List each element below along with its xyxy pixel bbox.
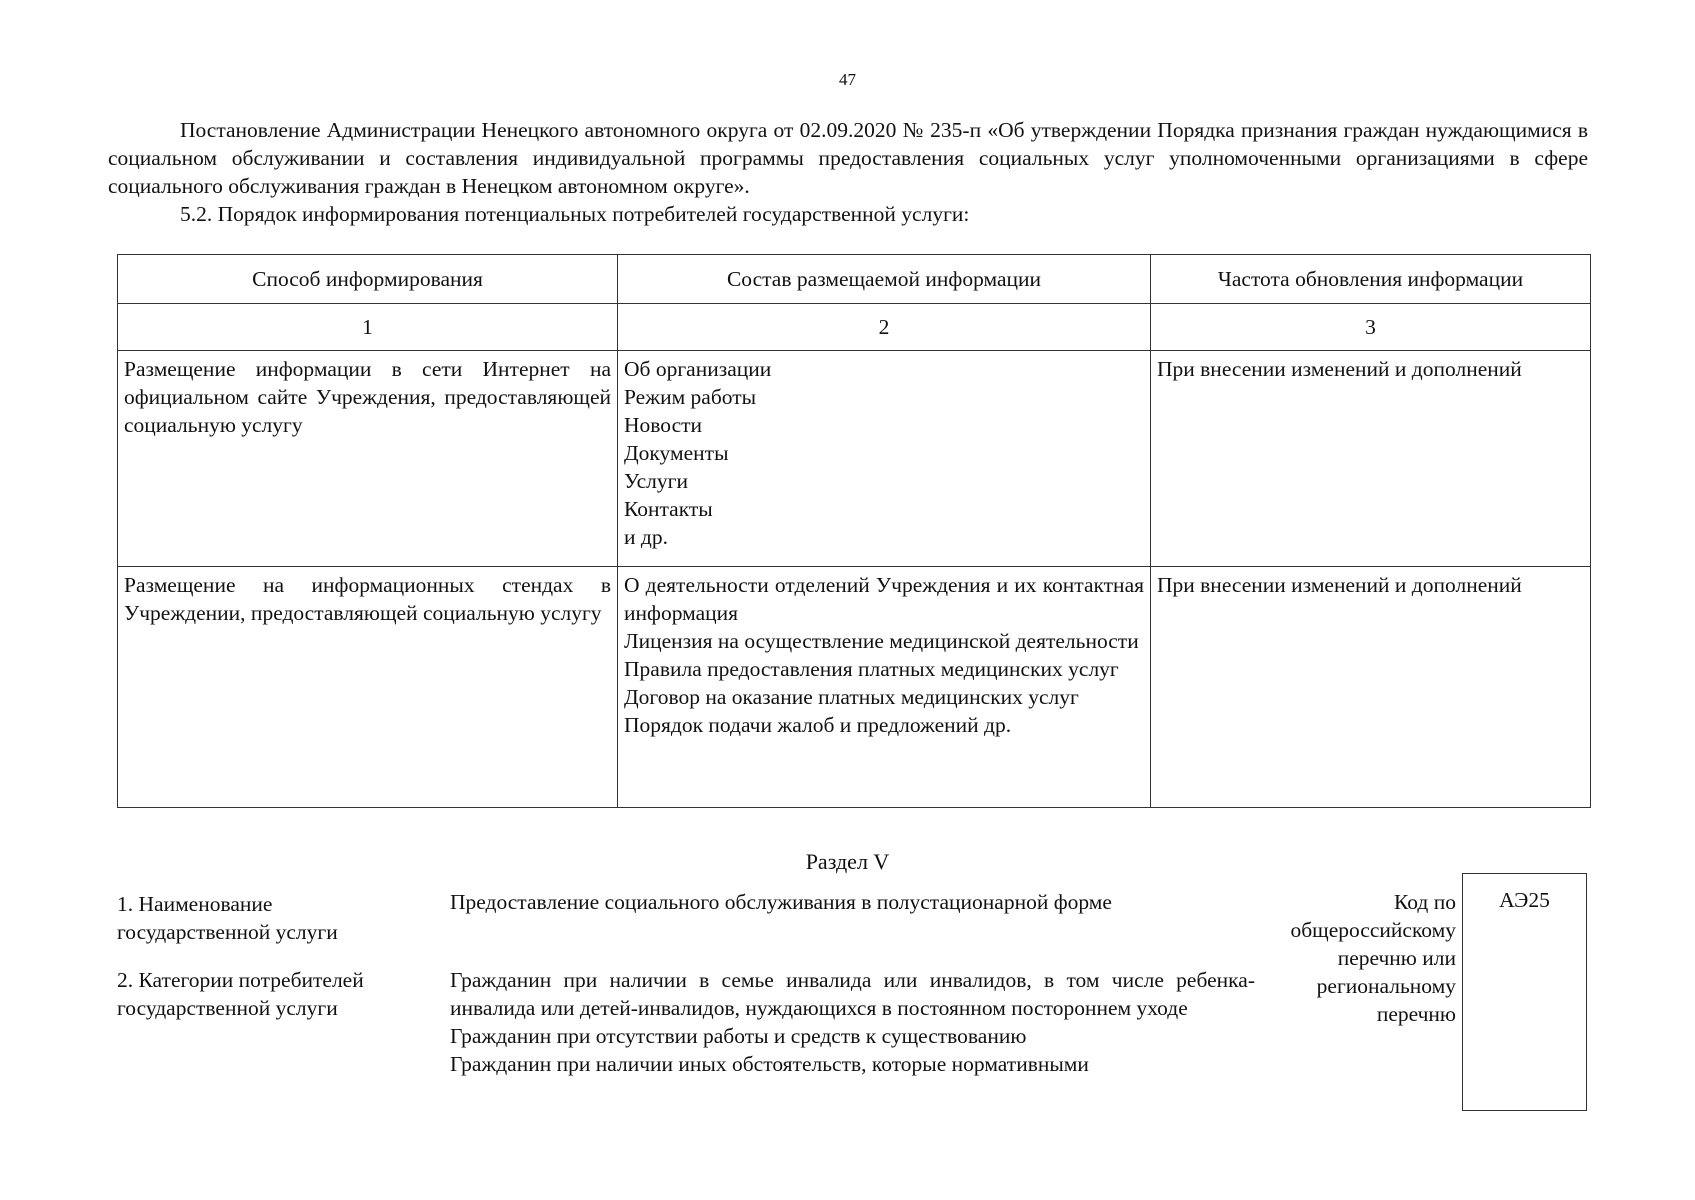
list-item: Порядок подачи жалоб и предложений др.: [624, 713, 1012, 737]
section-title: Раздел V: [805, 849, 890, 874]
list-item: О деятельности отделений Учреждения и их контактная информация: [624, 573, 1144, 625]
row2-method: Размещение на информационных стендах в Учреждении, предоставляющей социальную услугу: [118, 567, 618, 808]
table-number-row: [118, 304, 1591, 351]
row2-frequency: При внесении изменений и дополнений: [1151, 567, 1591, 808]
table-row: [118, 567, 1591, 808]
column-number-3: 3: [1151, 304, 1591, 351]
list-item: Документы: [624, 441, 729, 465]
row2-content: [618, 567, 1151, 808]
list-item: Правила предоставления платных медицинских услуг: [624, 657, 1119, 681]
list-item: Новости: [624, 413, 703, 437]
service-name-value: Предоставление социального обслуживания в полустационарной форме: [450, 890, 1112, 914]
row1-content: [618, 351, 1151, 567]
column-number-1: 1: [118, 304, 618, 351]
list-item: Гражданин при отсутствии работы и средств к существованию: [450, 1024, 1027, 1048]
intro-paragraph-resolution: Постановление Администрации Ненецкого автономного округа от 02.09.2020 № 235-п «Об утверждении Порядка признания граждан нуждающимися в социальном обслуживании и составления индивидуальной программы предоставления социальных услуг уполномоченными организациями в сфере социального обслуживания граждан в Ненецком автономном округе».: [108, 118, 1588, 198]
code-box: [1462, 873, 1587, 1111]
row1-frequency: При внесении изменений и дополнений: [1151, 351, 1591, 567]
page-number: 47: [839, 70, 856, 89]
service-name-label: 1. Наименование государственной услуги: [117, 892, 338, 944]
list-item: и др.: [624, 525, 668, 549]
intro-paragraph-procedure: 5.2. Порядок информирования потенциальных потребителей государственной услуги:: [180, 202, 970, 226]
list-item: Договор на оказание платных медицинских услуг: [624, 685, 1079, 709]
consumer-categories-value: [450, 966, 1255, 1078]
code-label: Код по общероссийскому перечню или региональному перечню: [1290, 890, 1456, 1026]
table-row: [118, 351, 1591, 567]
code-value: АЭ25: [1499, 888, 1550, 912]
table-header-row: [118, 255, 1591, 304]
row1-method: Размещение информации в сети Интернет на официальном сайте Учреждения, предоставляющей социальную услугу: [118, 351, 618, 567]
list-item: Гражданин при наличии иных обстоятельств, которые нормативными: [450, 1052, 1089, 1076]
list-item: Контакты: [624, 497, 713, 521]
column-number-2: 2: [618, 304, 1151, 351]
header-frequency: Частота обновления информации: [1151, 255, 1591, 304]
consumer-categories-label: 2. Категории потребителей государственной услуги: [117, 968, 364, 1020]
header-method: Способ информирования: [118, 255, 618, 304]
header-content: Состав размещаемой информации: [618, 255, 1151, 304]
list-item: Гражданин при наличии в семье инвалида или инвалидов, в том числе ребенка-инвалида или детей-инвалидов, нуждающихся в постоянном постороннем уходе: [450, 968, 1255, 1020]
intro-text: [108, 116, 1588, 228]
list-item: Режим работы: [624, 385, 757, 409]
list-item: Услуги: [624, 469, 688, 493]
list-item: Об организации: [624, 357, 772, 381]
information-table: [117, 254, 1591, 808]
list-item: Лицензия на осуществление медицинской деятельности: [624, 629, 1139, 653]
